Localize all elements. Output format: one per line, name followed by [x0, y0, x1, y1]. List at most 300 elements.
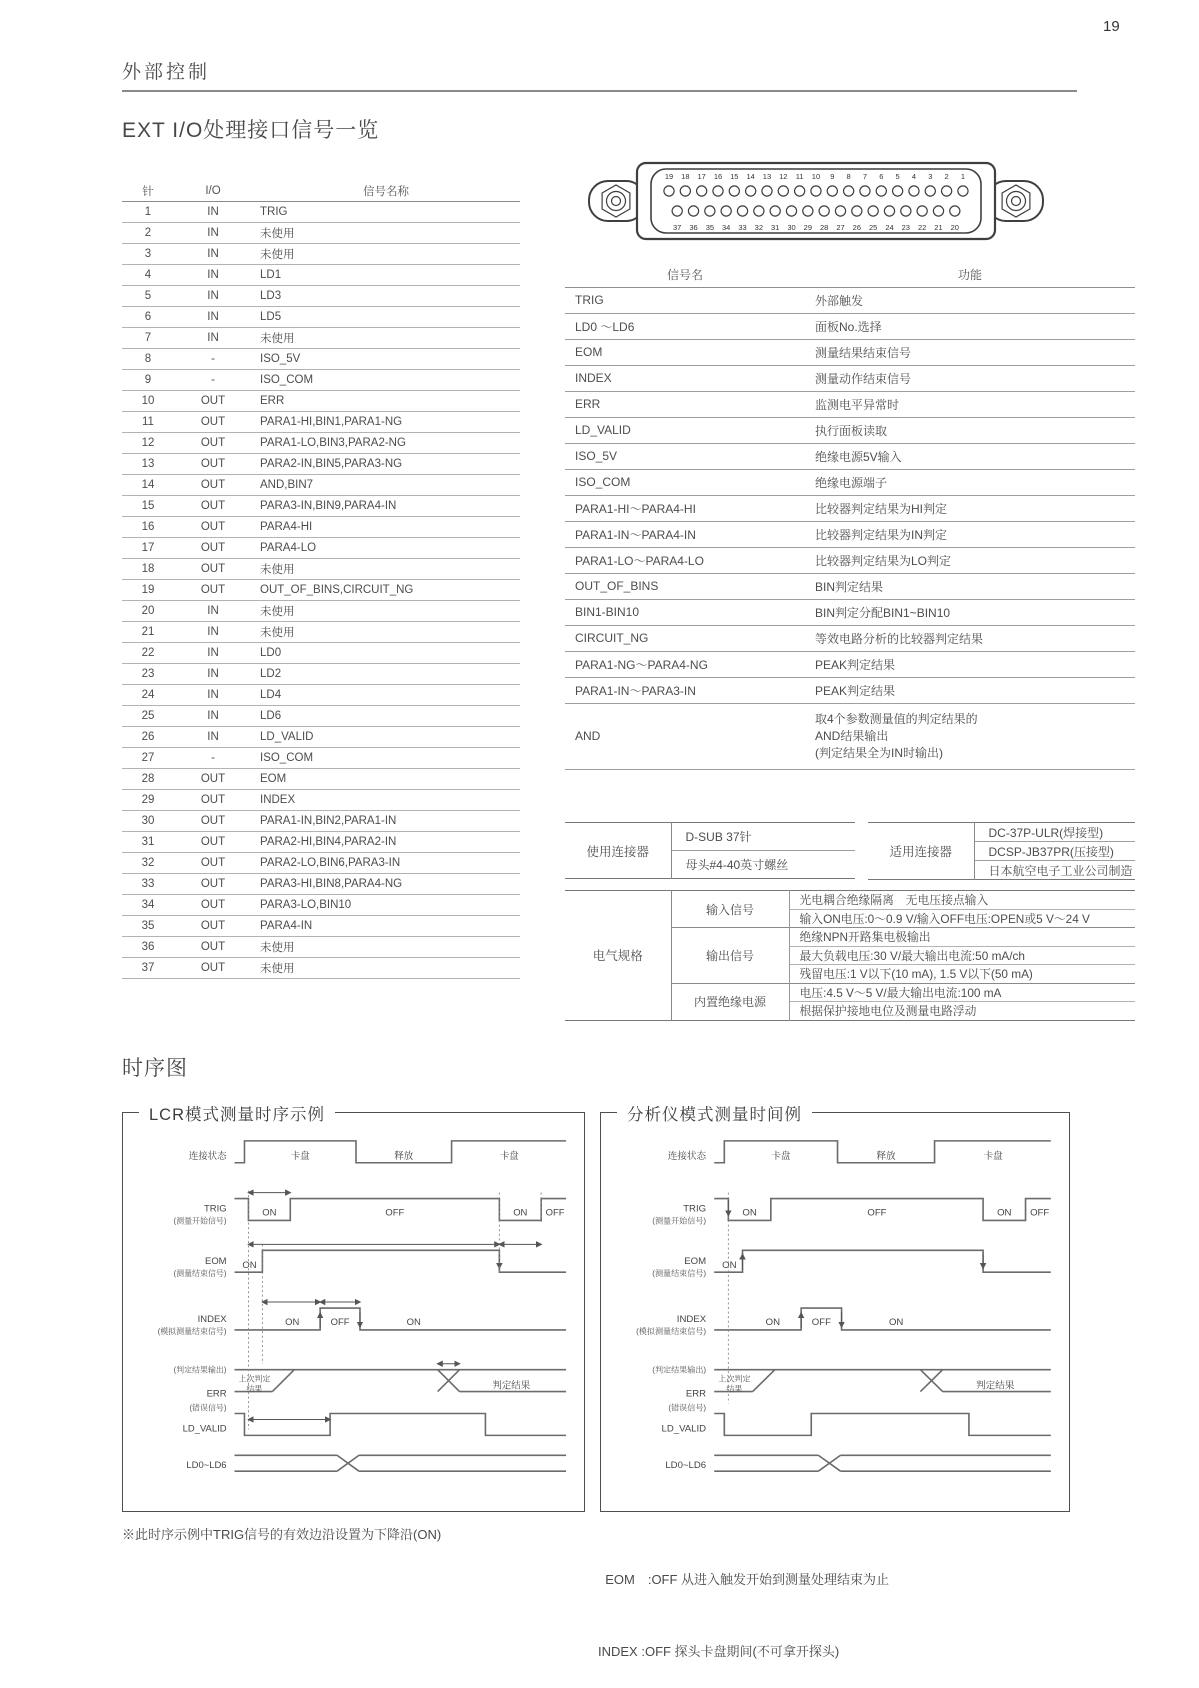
- io-cell: OUT: [174, 915, 252, 936]
- function-cell: 绝缘电源端子: [805, 469, 1135, 495]
- pin-number-label: 14: [746, 172, 755, 181]
- signal-name-cell: 未使用: [252, 222, 520, 243]
- svg-text:ON: ON: [765, 1316, 781, 1328]
- pin-number-label: 18: [681, 172, 690, 181]
- signal-name-cell: PARA1-LO～PARA4-LO: [565, 547, 805, 573]
- pin-number-label: 19: [664, 172, 674, 181]
- signal-name-cell: LD3: [252, 285, 520, 306]
- pin-table-row: [122, 264, 520, 285]
- signal-name-cell: ERR: [565, 391, 805, 417]
- pin-number-label: 26: [852, 223, 862, 232]
- signal-name-cell: ISO_5V: [252, 348, 520, 369]
- function-cell: 面板No.选择: [805, 313, 1135, 339]
- svg-text:INDEX: INDEX: [676, 1314, 707, 1325]
- svg-text:OFF: OFF: [545, 1207, 565, 1219]
- function-cell: 等效电路分析的比较器判定结果: [805, 625, 1135, 651]
- io-cell: IN: [174, 264, 252, 285]
- io-cell: -: [174, 747, 252, 768]
- pin-table-row: [122, 348, 520, 369]
- svg-text:(测量结束信号): (测量结束信号): [173, 1269, 227, 1279]
- signal-table-row: [565, 339, 1135, 365]
- signal-name-cell: OUT_OF_BINS,CIRCUIT_NG: [252, 579, 520, 600]
- pin-number-cell: 12: [122, 432, 174, 453]
- svg-text:卡盘: 卡盘: [983, 1150, 1003, 1162]
- pin-number-cell: 13: [122, 453, 174, 474]
- row-eom: [174, 1250, 567, 1278]
- signal-name-cell: LD0: [252, 642, 520, 663]
- pin-number-label: 12: [779, 172, 788, 181]
- pin-number-cell: 15: [122, 495, 174, 516]
- pin-number-cell: 2: [122, 222, 174, 243]
- function-cell: 比较器判定结果为HI判定: [805, 495, 1135, 521]
- page-title: 外部控制: [122, 62, 211, 83]
- internal-power-label: 内置绝缘电源: [671, 983, 789, 1020]
- svg-text:上次判定: 上次判定: [238, 1374, 271, 1384]
- pin-number-cell: 16: [122, 516, 174, 537]
- pin-number-cell: 22: [122, 642, 174, 663]
- io-cell: OUT: [174, 579, 252, 600]
- pin-table-row: [122, 957, 520, 978]
- pin-number-cell: 11: [122, 411, 174, 432]
- pin-table-header: [122, 182, 520, 201]
- svg-text:OFF: OFF: [867, 1207, 887, 1219]
- svg-text:LD_VALID: LD_VALID: [661, 1423, 707, 1435]
- footnote-index: INDEX :OFF 探头卡盘期间(不可拿开探头): [598, 1644, 840, 1659]
- signal-table-row: [565, 313, 1135, 339]
- svg-text:释放: 释放: [394, 1150, 414, 1162]
- function-cell: BIN判定结果: [805, 573, 1135, 599]
- pin-table-row: [122, 684, 520, 705]
- spec-value: 电压:4.5 V～5 V/最大输出电流:100 mA: [789, 983, 1135, 1002]
- signal-name-cell: PARA2-LO,BIN6,PARA3-IN: [252, 852, 520, 873]
- pin-number-label: 37: [673, 223, 682, 232]
- pin-number-label: 33: [738, 223, 747, 232]
- spec-value: 输入ON电压:0～0.9 V/输入OFF电压:OPEN或5 V～24 V: [789, 909, 1135, 928]
- io-cell: OUT: [174, 873, 252, 894]
- signal-name-cell: TRIG: [252, 201, 520, 222]
- row-ld-bus: [665, 1455, 1050, 1471]
- function-cell: 比较器判定结果为IN判定: [805, 521, 1135, 547]
- pin-number-cell: 28: [122, 768, 174, 789]
- pin-number-cell: 24: [122, 684, 174, 705]
- pin-table-row: [122, 411, 520, 432]
- svg-text:ON: ON: [742, 1207, 757, 1219]
- pin-table-row: [122, 621, 520, 642]
- lcr-timing-diagram: [123, 1113, 584, 1511]
- pin-number-cell: 17: [122, 537, 174, 558]
- io-cell: OUT: [174, 789, 252, 810]
- signal-name-cell: 未使用: [252, 558, 520, 579]
- svg-text:(测量开始信号): (测量开始信号): [652, 1216, 707, 1226]
- svg-text:判定结果: 判定结果: [492, 1380, 531, 1392]
- pin-table-row: [122, 894, 520, 915]
- svg-text:EOM: EOM: [205, 1256, 227, 1268]
- mating-connector-value: 日本航空电子工业公司制造: [974, 861, 1135, 880]
- pin-number-cell: 18: [122, 558, 174, 579]
- signal-name-cell: LD0 ～LD6: [565, 313, 805, 339]
- io-cell: OUT: [174, 768, 252, 789]
- pin-number-label: 3: [928, 172, 933, 181]
- footnote-right: [598, 1520, 889, 1688]
- pin-number-cell: 29: [122, 789, 174, 810]
- signal-name-cell: PARA4-LO: [252, 537, 520, 558]
- used-connector-table: [565, 822, 855, 879]
- svg-text:连接状态: 连接状态: [188, 1150, 227, 1162]
- signal-table-row: [565, 391, 1135, 417]
- mating-connector-label: 适用连接器: [868, 823, 974, 880]
- mating-connector-value: DC-37P-ULR(焊接型): [988, 825, 1104, 840]
- pin-number-cell: 34: [122, 894, 174, 915]
- signal-table-row: [565, 703, 1135, 769]
- pin-number-cell: 14: [122, 474, 174, 495]
- pin-table: [122, 182, 520, 979]
- row-eom: [652, 1250, 1051, 1278]
- signal-table-header: [565, 262, 1135, 287]
- pin-number-label: 4: [911, 172, 917, 181]
- io-cell: IN: [174, 306, 252, 327]
- signal-name-cell: PARA1-NG～PARA4-NG: [565, 651, 805, 677]
- pin-number-label: 2: [944, 172, 949, 181]
- io-cell: OUT: [174, 453, 252, 474]
- pin-table-row: [122, 243, 520, 264]
- pin-table-row: [122, 915, 520, 936]
- pin-number-label: 36: [689, 223, 698, 232]
- footnote-eom: EOM :OFF 从进入触发开始到测量处理结束为止: [598, 1572, 890, 1587]
- pin-number-label: 32: [754, 223, 764, 232]
- pin-number-label: 16: [713, 172, 723, 181]
- svg-text:(错误信号): (错误信号): [668, 1403, 707, 1413]
- section-title: EXT I/O处理接口信号一览: [122, 119, 380, 142]
- svg-text:连接状态: 连接状态: [667, 1150, 707, 1162]
- svg-text:(测量开始信号): (测量开始信号): [173, 1216, 227, 1226]
- svg-text:EOM: EOM: [684, 1256, 707, 1268]
- spec-value: 残留电压:1 V以下(10 mA), 1.5 V以下(50 mA): [789, 965, 1135, 984]
- row-err-bus: [174, 1365, 567, 1413]
- pin-number-label: 17: [697, 172, 706, 181]
- signal-table-row: [565, 443, 1135, 469]
- svg-text:OFF: OFF: [811, 1316, 831, 1328]
- signal-table-header-cell: 信号名: [565, 262, 805, 287]
- signal-table-row: [565, 599, 1135, 625]
- signal-name-cell: INDEX: [565, 365, 805, 391]
- io-cell: IN: [174, 684, 252, 705]
- pin-number-label: 23: [901, 223, 910, 232]
- signal-table-row: [565, 625, 1135, 651]
- function-cell: 监测电平异常时: [805, 391, 1135, 417]
- analyzer-timing-title: 分析仪模式测量时间例: [617, 1101, 812, 1125]
- pin-table-row: [122, 453, 520, 474]
- svg-text:ON: ON: [997, 1207, 1012, 1219]
- signal-name-cell: LD1: [252, 264, 520, 285]
- row-ld-valid: [662, 1413, 1051, 1435]
- signal-table-header-cell: 功能: [805, 262, 1135, 287]
- footnote-trig-edge: ※此时序示例中TRIG信号的有效边沿设置为下降沿(ON): [122, 1527, 442, 1542]
- pin-number-label: 13: [762, 172, 772, 181]
- svg-text:ON: ON: [406, 1316, 421, 1328]
- signal-name-cell: PARA3-LO,BIN10: [252, 894, 520, 915]
- io-cell: IN: [174, 201, 252, 222]
- pin-table-row: [122, 852, 520, 873]
- pin-table-row: [122, 810, 520, 831]
- pin-table-row: [122, 201, 520, 222]
- function-cell: 外部触发: [805, 287, 1135, 313]
- pin-number-label: 28: [819, 223, 829, 232]
- io-cell: OUT: [174, 495, 252, 516]
- signal-name-cell: AND: [565, 703, 805, 769]
- analyzer-timing-box: [600, 1106, 1070, 1512]
- pin-table-row: [122, 642, 520, 663]
- signal-table-row: [565, 547, 1135, 573]
- svg-text:卡盘: 卡盘: [771, 1150, 791, 1162]
- signal-name-cell: PARA1-HI～PARA4-HI: [565, 495, 805, 521]
- pin-table-row: [122, 579, 520, 600]
- pin-number-cell: 4: [122, 264, 174, 285]
- signal-name-cell: BIN1-BIN10: [565, 599, 805, 625]
- pin-number-label: 27: [836, 223, 845, 232]
- signal-name-cell: AND,BIN7: [252, 474, 520, 495]
- signal-name-cell: EOM: [565, 339, 805, 365]
- output-signal-label: 输出信号: [671, 928, 789, 984]
- pin-number-cell: 7: [122, 327, 174, 348]
- svg-text:(测量结束信号): (测量结束信号): [652, 1269, 707, 1279]
- pin-table-row: [122, 474, 520, 495]
- mating-connector-table: [868, 822, 1135, 880]
- function-cell: PEAK判定结果: [805, 677, 1135, 703]
- row-index: [158, 1308, 566, 1336]
- signal-name-cell: 未使用: [252, 936, 520, 957]
- signal-name-cell: PARA2-IN,BIN5,PARA3-NG: [252, 453, 520, 474]
- signal-table-row: [565, 495, 1135, 521]
- row-ld-valid: [183, 1413, 566, 1435]
- pin-table-row: [122, 831, 520, 852]
- signal-name-cell: LD_VALID: [565, 417, 805, 443]
- pin-table-row: [122, 936, 520, 957]
- signal-name-cell: EOM: [252, 768, 520, 789]
- function-cell: 比较器判定结果为LO判定: [805, 547, 1135, 573]
- pin-table-header-cell: 针: [122, 182, 174, 201]
- svg-text:ON: ON: [262, 1207, 277, 1219]
- svg-text:LD0~LD6: LD0~LD6: [665, 1460, 707, 1472]
- svg-text:卡盘: 卡盘: [499, 1150, 519, 1162]
- pin-number-cell: 32: [122, 852, 174, 873]
- pin-number-cell: 33: [122, 873, 174, 894]
- io-cell: OUT: [174, 474, 252, 495]
- svg-text:TRIG: TRIG: [683, 1203, 707, 1215]
- svg-text:INDEX: INDEX: [197, 1313, 227, 1325]
- signal-name-cell: PARA1-IN～PARA3-IN: [565, 677, 805, 703]
- used-connector-value: 母头#4-40英寸螺丝: [671, 851, 855, 879]
- pin-number-cell: 9: [122, 369, 174, 390]
- signal-name-cell: LD2: [252, 663, 520, 684]
- signal-name-cell: LD5: [252, 306, 520, 327]
- function-cell: 取4个参数测量值的判定结果的 AND结果输出 (判定结果全为IN时输出): [805, 703, 1135, 769]
- signal-name-cell: LD4: [252, 684, 520, 705]
- signal-name-cell: PARA3-HI,BIN8,PARA4-NG: [252, 873, 520, 894]
- used-connector-value: D-SUB 37针: [685, 830, 752, 844]
- signal-name-cell: ISO_COM: [565, 469, 805, 495]
- signal-name-cell: PARA1-IN～PARA4-IN: [565, 521, 805, 547]
- pin-number-label: 7: [862, 172, 868, 181]
- io-cell: OUT: [174, 936, 252, 957]
- pin-number-label: 9: [830, 172, 835, 181]
- svg-text:LD0~LD6: LD0~LD6: [186, 1460, 227, 1472]
- signal-table-row: [565, 365, 1135, 391]
- pin-number-cell: 25: [122, 705, 174, 726]
- pin-number-cell: 19: [122, 579, 174, 600]
- pin-number-label: 10: [811, 172, 821, 181]
- svg-text:ON: ON: [888, 1316, 904, 1328]
- signal-name-cell: 未使用: [252, 621, 520, 642]
- function-cell: 测量结果结束信号: [805, 339, 1135, 365]
- lcr-timing-box: [122, 1106, 585, 1512]
- pin-table-row: [122, 768, 520, 789]
- signal-name-cell: ISO_COM: [252, 369, 520, 390]
- svg-text:LD_VALID: LD_VALID: [182, 1423, 227, 1435]
- pin-table-row: [122, 432, 520, 453]
- row-trig: [652, 1199, 1051, 1226]
- io-cell: IN: [174, 663, 252, 684]
- spec-value: 光电耦合绝缘隔离 无电压接点输入: [799, 893, 989, 908]
- pin-table-header-cell: 信号名称: [252, 182, 520, 201]
- pin-table-row: [122, 516, 520, 537]
- pin-number-cell: 31: [122, 831, 174, 852]
- signal-table-row: [565, 521, 1135, 547]
- io-cell: -: [174, 348, 252, 369]
- pin-table-row: [122, 600, 520, 621]
- pin-table-row: [122, 306, 520, 327]
- page-number: 19: [1103, 18, 1120, 35]
- row-err-bus: [652, 1365, 1051, 1413]
- io-cell: IN: [174, 726, 252, 747]
- io-cell: OUT: [174, 894, 252, 915]
- io-cell: IN: [174, 327, 252, 348]
- pin-number-cell: 6: [122, 306, 174, 327]
- row-connection-state: [668, 1141, 1051, 1163]
- function-cell: BIN判定分配BIN1~BIN10: [805, 599, 1135, 625]
- svg-text:ON: ON: [513, 1207, 528, 1219]
- svg-text:ERR: ERR: [685, 1388, 707, 1400]
- pin-number-cell: 3: [122, 243, 174, 264]
- pin-number-label: 5: [895, 172, 900, 181]
- pin-number-label: 11: [795, 172, 804, 181]
- pin-table-row: [122, 705, 520, 726]
- used-connector-label: 使用连接器: [565, 823, 671, 879]
- io-cell: OUT: [174, 810, 252, 831]
- signal-name-cell: LD6: [252, 705, 520, 726]
- pin-number-cell: 26: [122, 726, 174, 747]
- pin-table-row: [122, 873, 520, 894]
- svg-text:OFF: OFF: [385, 1207, 405, 1219]
- pin-table-row: [122, 369, 520, 390]
- io-cell: OUT: [174, 558, 252, 579]
- svg-text:上次判定: 上次判定: [718, 1374, 751, 1384]
- pin-table-row: [122, 747, 520, 768]
- pin-number-label: 34: [722, 223, 731, 232]
- pin-number-label: 1: [960, 172, 966, 181]
- svg-text:ON: ON: [242, 1260, 257, 1272]
- io-cell: IN: [174, 222, 252, 243]
- io-cell: OUT: [174, 852, 252, 873]
- mating-connector-value: DCSP-JB37PR(压接型): [974, 842, 1135, 861]
- io-cell: IN: [174, 285, 252, 306]
- spec-value: 绝缘NPN开路集电极输出: [789, 928, 1135, 947]
- lcr-timing-title: LCR模式测量时序示例: [139, 1101, 335, 1125]
- signal-name-cell: PARA1-IN,BIN2,PARA1-IN: [252, 810, 520, 831]
- svg-text:释放: 释放: [876, 1150, 896, 1162]
- svg-text:ON: ON: [722, 1260, 737, 1272]
- timing-section-title: 时序图: [122, 1057, 188, 1080]
- io-cell: OUT: [174, 390, 252, 411]
- signal-name-cell: 未使用: [252, 327, 520, 348]
- svg-text:结果: 结果: [246, 1384, 263, 1394]
- io-cell: OUT: [174, 831, 252, 852]
- pin-number-label: 35: [705, 223, 715, 232]
- spec-value: 最大负载电压:30 V/最大输出电流:50 mA/ch: [789, 946, 1135, 965]
- io-cell: IN: [174, 600, 252, 621]
- signal-name-cell: INDEX: [252, 789, 520, 810]
- pin-table-row: [122, 558, 520, 579]
- dsub-37-connector-diagram: [585, 160, 1050, 244]
- pin-number-cell: 27: [122, 747, 174, 768]
- guides: [248, 1191, 541, 1430]
- signal-name-cell: CIRCUIT_NG: [565, 625, 805, 651]
- signal-name-cell: OUT_OF_BINS: [565, 573, 805, 599]
- function-cell: PEAK判定结果: [805, 651, 1135, 677]
- signal-name-cell: PARA1-LO,BIN3,PARA2-NG: [252, 432, 520, 453]
- svg-text:(判定结果输出): (判定结果输出): [652, 1365, 707, 1375]
- pin-number-label: 31: [771, 223, 780, 232]
- svg-text:OFF: OFF: [330, 1316, 350, 1328]
- signal-name-cell: ERR: [252, 390, 520, 411]
- signal-name-cell: ISO_5V: [565, 443, 805, 469]
- pin-table-row: [122, 537, 520, 558]
- pin-number-cell: 10: [122, 390, 174, 411]
- pin-table-row: [122, 789, 520, 810]
- io-cell: OUT: [174, 957, 252, 978]
- io-cell: -: [174, 369, 252, 390]
- input-signal-label: 输入信号: [671, 891, 789, 928]
- electrical-spec-table: [565, 890, 1135, 1021]
- signal-function-table: [565, 262, 1135, 770]
- signal-name-cell: PARA4-IN: [252, 915, 520, 936]
- signal-table-row: [565, 417, 1135, 443]
- pin-number-label: 15: [730, 172, 739, 181]
- signal-table-row: [565, 469, 1135, 495]
- svg-text:(模拟测量结束信号): (模拟测量结束信号): [636, 1326, 707, 1336]
- signal-name-cell: 未使用: [252, 957, 520, 978]
- pin-number-label: 21: [934, 223, 943, 232]
- pin-number-cell: 23: [122, 663, 174, 684]
- pin-table-row: [122, 390, 520, 411]
- spec-value: 根据保护接地电位及测量电路浮动: [789, 1002, 1135, 1021]
- signal-name-cell: PARA2-HI,BIN4,PARA2-IN: [252, 831, 520, 852]
- io-cell: IN: [174, 705, 252, 726]
- svg-text:判定结果: 判定结果: [976, 1380, 1015, 1392]
- svg-text:(错误信号): (错误信号): [189, 1403, 227, 1413]
- function-cell: 测量动作结束信号: [805, 365, 1135, 391]
- row-connection-state: [189, 1141, 566, 1163]
- pin-number-label: 6: [879, 172, 884, 181]
- row-ld-bus: [186, 1455, 566, 1471]
- pin-number-cell: 21: [122, 621, 174, 642]
- pin-number-label: 20: [950, 223, 959, 232]
- svg-text:(模拟测量结束信号): (模拟测量结束信号): [157, 1326, 227, 1336]
- pin-number-cell: 20: [122, 600, 174, 621]
- svg-text:ON: ON: [285, 1316, 300, 1328]
- svg-text:卡盘: 卡盘: [290, 1150, 310, 1162]
- signal-table-row: [565, 287, 1135, 313]
- io-cell: OUT: [174, 432, 252, 453]
